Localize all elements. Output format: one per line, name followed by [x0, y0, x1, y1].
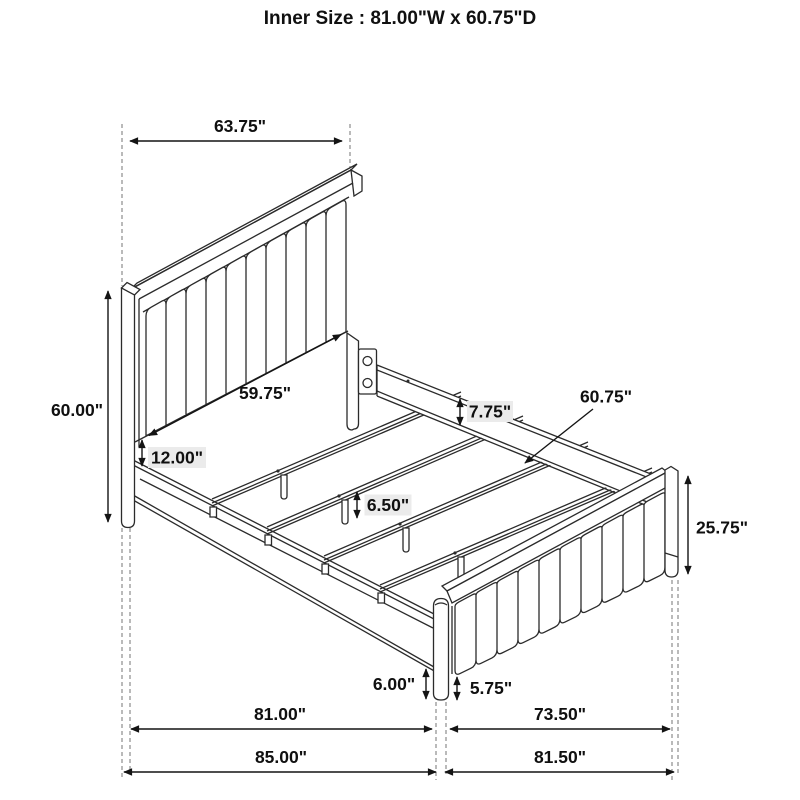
dim-footboard-inner-span: [450, 704, 670, 729]
dim-inner-length: [131, 704, 432, 729]
dim-footboard-floor-clearance: [457, 677, 512, 700]
dim-label: 60.00": [50, 400, 104, 420]
bracket-hole: [363, 379, 372, 388]
page-title: Inner Size : 81.00"W x 60.75"D: [263, 8, 537, 29]
bracket-hole: [363, 357, 372, 366]
screw-dot: [453, 551, 456, 554]
dim-label: 81.50": [533, 747, 587, 767]
dim-label: 81.00": [253, 704, 307, 724]
dim-label: 25.75": [695, 517, 749, 538]
footboard: [434, 467, 679, 701]
footboard-right-post: [665, 467, 678, 578]
dim-label: 85.00": [254, 747, 308, 767]
dim-slat-leg-height: [357, 492, 412, 518]
dim-label: 60.75": [579, 386, 633, 407]
dim-label: 5.75": [469, 678, 513, 698]
dim-label: 12.00": [150, 447, 204, 468]
dim-label: 6.00": [372, 674, 416, 694]
screw-dot: [398, 522, 401, 525]
dim-overall-length: [124, 747, 436, 772]
dim-label: 73.50": [533, 704, 587, 724]
screw-dot: [276, 469, 279, 472]
footboard-left-post: [434, 599, 449, 701]
dim-label: 6.50": [366, 495, 410, 515]
headboard-right-post: [347, 333, 359, 430]
screw-dot: [337, 494, 340, 497]
dimensions: [51, 116, 748, 772]
dim-label: 59.75": [238, 383, 292, 403]
dim-label: 63.75": [213, 116, 267, 136]
dim-rail-floor-clearance: [373, 669, 426, 699]
headboard-left-post: [122, 288, 135, 528]
dim-label: 7.75": [468, 401, 512, 422]
dim-side-rail-height: [142, 440, 206, 468]
dim-headboard-width: [130, 116, 342, 141]
dim-footboard-overall-width: [445, 747, 674, 772]
dim-headboard-height: [51, 291, 108, 522]
screw-dot: [407, 380, 410, 383]
dim-footboard-height: [688, 476, 748, 574]
dim-back-rail-height: [460, 399, 513, 425]
